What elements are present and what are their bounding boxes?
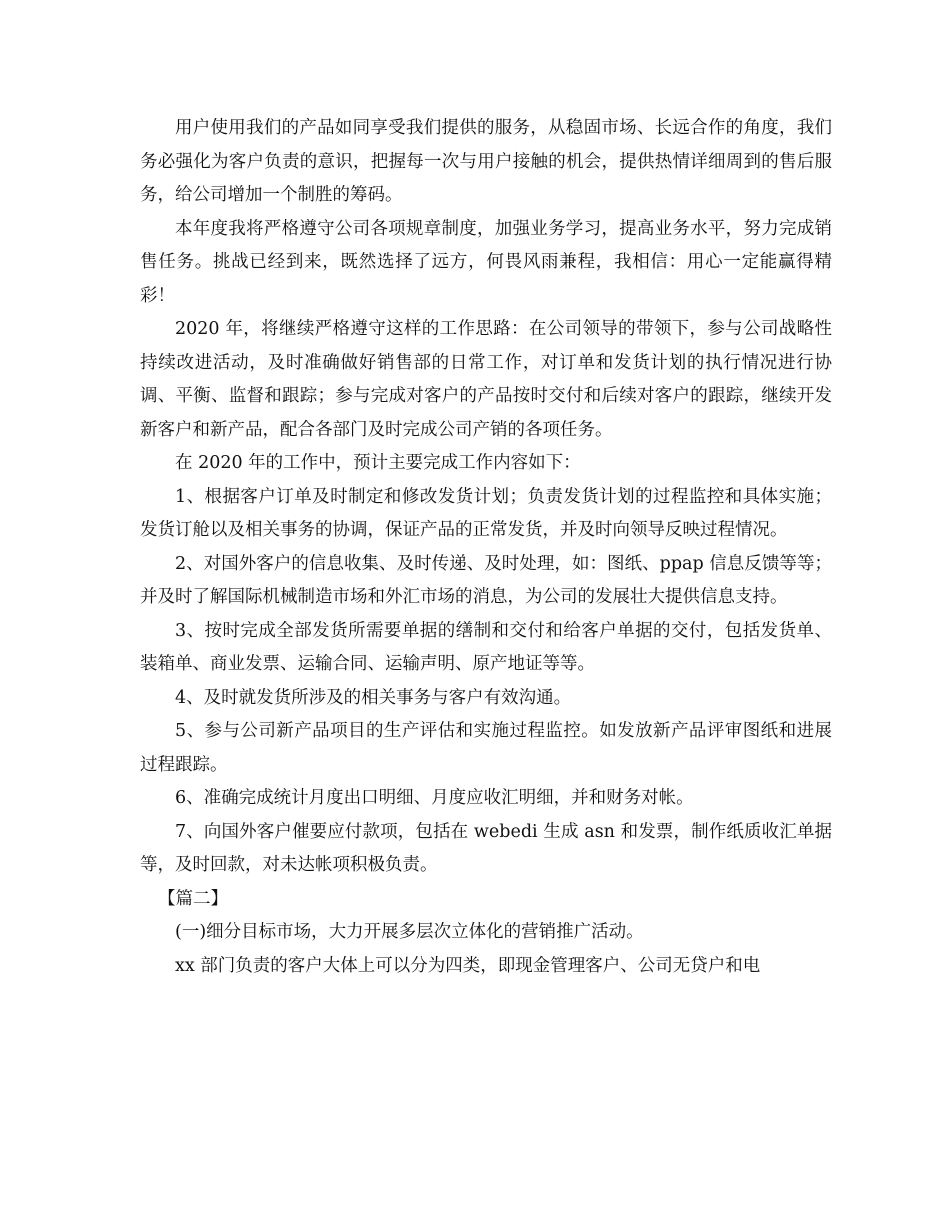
list-item-4: 4、及时就发货所涉及的相关事务与客户有效沟通。	[175, 687, 572, 708]
list-item-2: 2、对国外客户的信息收集、及时传递、及时处理，如：图纸、ppap 信息反馈等等；并及时了解国际机械制造市场和外汇市场的消息，为公司的发展壮大提供信息支持。	[140, 553, 832, 607]
section-heading: 【篇二】	[158, 888, 228, 909]
list-item-7: 7、向国外客户催要应付款项，包括在 webedi 生成 asn 和发票，制作纸质收汇单据等，及时回款，对未达帐项积极负责。	[140, 821, 832, 875]
list-item-5: 5、参与公司新产品项目的生产评估和实施过程监控。如发放新产品评审图纸和进展过程跟踪。	[140, 721, 832, 775]
paragraph-4: 在 2020 年的工作中，预计主要完成工作内容如下：	[175, 453, 581, 473]
paragraph-3: 2020 年，将继续严格遵守这样的工作思路：在公司领导的带领下，参与公司战略性持续改进活动，及时准确做好销售部的日常工作，对订单和发货计划的执行情况进行协调、平衡、监督和跟踪；参与完成对客户的产品按时交付和后续对客户的跟踪，继续开发新客户和新产品，配合各部门及时完成公司产销的各项任务。	[140, 319, 832, 440]
subsection-heading: (一)细分目标市场，大力开展多层次立体化的营销推广活动。	[175, 922, 644, 942]
list-item-6: 6、准确完成统计月度出口明细、月度应收汇明细，并和财务对帐。	[175, 788, 694, 808]
paragraph-2: 本年度我将严格遵守公司各项规章制度，加强业务学习，提高业务水平，努力完成销售任务。挑战已经到来，既然选择了远方，何畏风雨兼程，我相信：用心一定能赢得精彩！	[140, 218, 832, 306]
paragraph-1: 用户使用我们的产品如同享受我们提供的服务，从稳固市场、长远合作的角度，我们务必强化为客户负责的意识，把握每一次与用户接触的机会，提供热情详细周到的售后服务，给公司增加一个制胜的筹码。	[140, 118, 832, 205]
list-item-3: 3、按时完成全部发货所需要单据的缮制和交付和给客户单据的交付，包括发货单、装箱单、商业发票、运输合同、运输声明、原产地证等等。	[140, 620, 832, 674]
list-item-1: 1、根据客户订单及时制定和修改发货计划；负责发货计划的过程监控和具体实施；发货订舱以及相关事务的协调，保证产品的正常发货，并及时向领导反映过程情况。	[140, 486, 832, 540]
paragraph-final: xx 部门负责的客户大体上可以分为四类，即现金管理客户、公司无贷户和电	[175, 955, 761, 976]
